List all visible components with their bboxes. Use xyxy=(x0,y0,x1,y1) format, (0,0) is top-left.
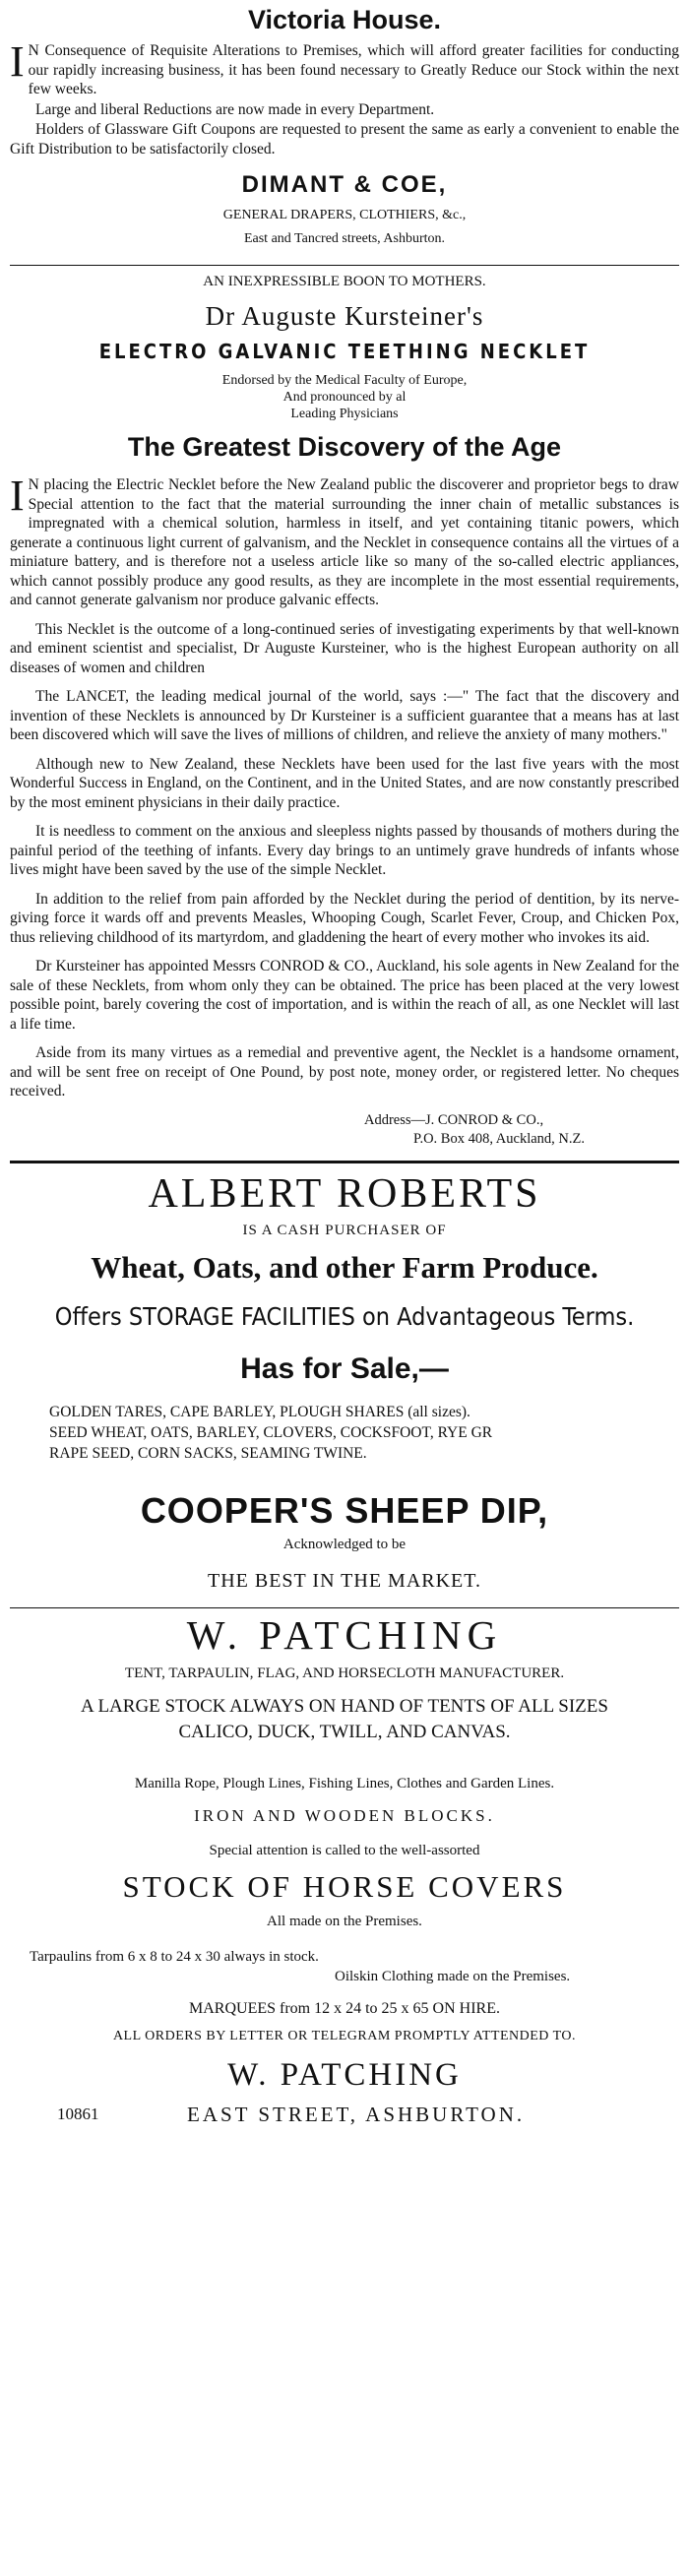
drop-cap: I xyxy=(10,471,25,520)
firm-name: DIMANT & COE, xyxy=(241,171,448,198)
necklet-para-8: Aside from its many virtues as a remedial and preventive agent, the Necklet is a handsome ornament, and will be sent free on receipt of One Pound, by post note, money order, or registered letter. No cheques received. xyxy=(10,1044,679,1100)
necklet-para-2: This Necklet is the outcome of a long-continued series of investigating experiments by that well-known and eminent scientist and specialist, Dr Auguste Kursteiner, who is the highest European authority on all diseases of women and children xyxy=(10,620,679,676)
large-stock-1: A LARGE STOCK ALWAYS ON HAND OF TENTS OF ALL SIZES xyxy=(81,1695,608,1717)
necklet-para-5: It is needless to comment on the anxious and sleepless nights passed by thousands of mothers during the painful period of the teething of infants. Every day brings to an untimely grave hundreds of infants whose lives might have been saved by the use of the simple Necklet. xyxy=(10,823,679,878)
boon-line: AN INEXPRESSIBLE BOON TO MOTHERS. xyxy=(203,274,486,289)
sale-line-1: GOLDEN TARES, CAPE BARLEY, PLOUGH SHARES (all sizes). xyxy=(49,1403,470,1420)
firm-address: East and Tancred streets, Ashburton. xyxy=(243,231,446,246)
manufacturer-name: W. PATCHING xyxy=(186,1611,503,1658)
oilskin: Oilskin Clothing made on the Premises. xyxy=(335,1968,571,1984)
sale-line-2: SEED WHEAT, OATS, BARLEY, CLOVERS, COCKSFOOT, RYE GR xyxy=(49,1423,493,1441)
large-stock-2: CALICO, DUCK, TWILL, AND CANVAS. xyxy=(178,1721,511,1742)
necklet-para-1: I N placing the Electric Necklet before the New Zealand public the discoverer and proprietor begs to draw Special attention to the fact that the material surrounding the inner chain of metallic substances is impregnated with a chemical solution, harmless in itself, and yet containing titanic powers, which generate a continuous light current of galvanism, and the Necklet in consequence contains all the virtues of a miniature battery, and is therefore not a useless article like so many of the so-called electric appliances, which cannot possibly produce any good results, as they are incomplete in the most essential requirements, and cannot generate galvanism nor produce galvanic effects. xyxy=(10,471,679,608)
necklet-para-7: Dr Kursteiner has appointed Messrs CONROD & CO., Auckland, his sole agents in New Zealand for the sale of these Necklets, from whom only they can be obtained. The price has been placed at the very lowest possible point, barely covering the cost of importation, and is within the reach of all, as one Necklet will last a life time. xyxy=(10,958,679,1033)
divider xyxy=(10,1607,679,1608)
headline: The Greatest Discovery of the Age xyxy=(127,432,562,462)
sale-line-3: RAPE SEED, CORN SACKS, SEAMING TWINE. xyxy=(49,1444,367,1462)
street-address: EAST STREET, ASHBURTON. xyxy=(187,2102,526,2126)
horse-covers: STOCK OF HORSE COVERS xyxy=(122,1868,567,1904)
product-name: ELECTRO GALVANIC TEETHING NECKLET xyxy=(98,340,591,363)
firm-trade: GENERAL DRAPERS, CLOTHIERS, &c., xyxy=(222,208,467,222)
agent-address-1: Address—J. CONROD & CO., xyxy=(364,1111,544,1128)
necklet-para-4: Although new to New Zealand, these Necklets have been used for the last five years with the most Wonderful Success in England, on the Continent, and in the United States, and are now constantly prescribed by the most eminent physicians in their daily practice. xyxy=(10,755,679,811)
drop-cap: I xyxy=(10,37,25,86)
best-in-market: THE BEST IN THE MARKET. xyxy=(208,1569,481,1592)
made-on-premises: All made on the Premises. xyxy=(267,1913,422,1929)
endorse-3: Leading Physicians xyxy=(290,407,399,421)
cash-purchaser: IS A CASH PURCHASER OF xyxy=(242,1222,447,1238)
necklet-ad xyxy=(10,272,679,1149)
necklet-para-3: The LANCET, the leading medical journal of the world, says :—" The fact that the discovery and invention of these Necklets is announced by Dr Kursteiner is a sufficient guarantee that a means has at last been discovered which will save the lives of millions of children, and relieve the anxiety of many mothers." xyxy=(10,688,679,743)
endorse-1: Endorsed by the Medical Faculty of Europe, xyxy=(221,373,468,388)
ad-reference: 10861 xyxy=(57,2104,99,2123)
divider xyxy=(10,265,679,266)
blocks: IRON AND WOODEN BLOCKS. xyxy=(194,1805,495,1825)
storage-offer: Offers STORAGE FACILITIES on Advantageous Terms. xyxy=(54,1301,635,1331)
signature-name: W. PATCHING xyxy=(227,2056,462,2093)
victoria-house-ad xyxy=(10,0,679,249)
marquees: MARQUEES from 12 x 24 to 25 x 65 ON HIRE. xyxy=(189,1999,500,2017)
victoria-coupons: Holders of Glassware Gift Coupons are requested to present the same as early a convenient to enable the Gift Distribution to be satisfactorily closed. xyxy=(10,121,679,157)
doctor-name: Dr Auguste Kursteiner's xyxy=(205,301,484,331)
special-attention: Special attention is called to the well-assorted xyxy=(209,1842,480,1858)
necklet-para-6: In addition to the relief from pain afforded by the Necklet during the period of dentition, by its nerve-giving force it wards off and prevents Measles, Whooping Cough, Scarlet Fever, Croup, and Chicken Pox, thus relieving childhood of its martyrdom, and gladdening the heart of every mother who invokes its aid. xyxy=(10,890,679,946)
has-for-sale: Has for Sale,— xyxy=(240,1351,449,1385)
sheep-dip: COOPER'S SHEEP DIP, xyxy=(140,1489,549,1531)
manufacturer-trade: TENT, TARPAULIN, FLAG, AND HORSECLOTH MANUFACTURER. xyxy=(124,1665,565,1681)
ropes-lines: Manilla Rope, Plough Lines, Fishing Lines, Clothes and Garden Lines. xyxy=(134,1775,555,1791)
albert-roberts-ad xyxy=(10,1169,679,1594)
ad-title: Victoria House. xyxy=(247,5,442,34)
merchant-name: ALBERT ROBERTS xyxy=(148,1170,541,1217)
farm-produce: Wheat, Oats, and other Farm Produce. xyxy=(91,1249,598,1285)
divider-thick xyxy=(10,1161,679,1163)
victoria-reductions: Large and liberal Reductions are now made in every Department. xyxy=(35,100,435,118)
acknowledged: Acknowledged to be xyxy=(282,1536,407,1552)
patching-ad xyxy=(10,1610,679,2132)
agent-address-2: P.O. Box 408, Auckland, N.Z. xyxy=(413,1130,585,1147)
footer-row xyxy=(10,2103,679,2132)
endorse-2: And pronounced by al xyxy=(282,390,407,405)
orders: ALL ORDERS BY LETTER OR TELEGRAM PROMPTLY ATTENDED TO. xyxy=(112,2028,577,2043)
tarpaulins: Tarpaulins from 6 x 8 to 24 x 30 always in stock. xyxy=(30,1948,319,1965)
victoria-paragraph: I N Consequence of Requisite Alterations to Premises, which will afford greater facilities for conducting our rapidly increasing business, it has been found necessary to Greatly Reduce our Stock within the next few weeks. xyxy=(10,37,679,97)
